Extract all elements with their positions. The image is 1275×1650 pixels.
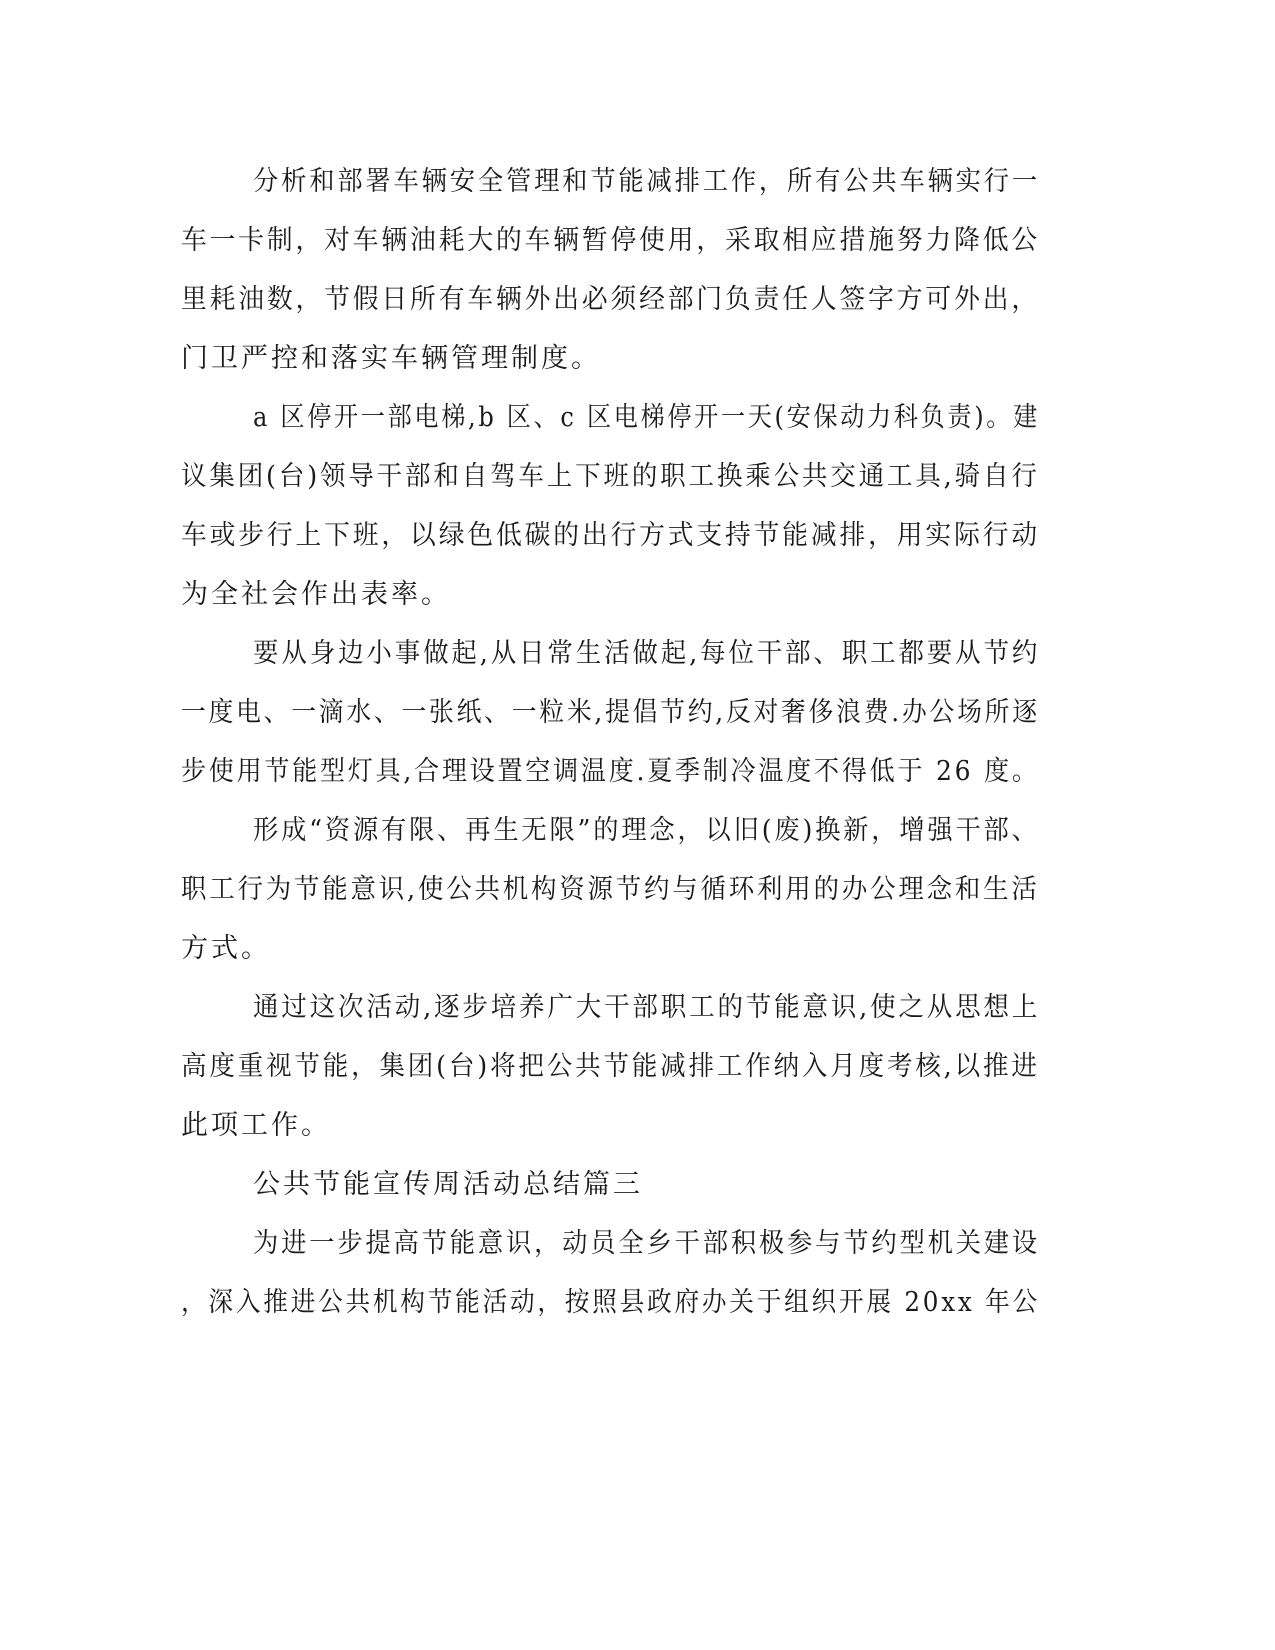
text-line: 要从身边小事做起,从日常生活做起,每位干部、职工都要从节约	[253, 638, 1041, 669]
text-line: 方式。	[181, 933, 271, 964]
text-line: a 区停开一部电梯,b 区、c 区电梯停开一天(安保动力科负责)。建	[253, 402, 1040, 433]
text-line: ，深入推进公共机构节能活动，按照县政府办关于组织开展 20xx 年公	[181, 1287, 1040, 1318]
text-line: 形成“资源有限、再生无限”的理念，以旧(废)换新，增强干部、	[253, 815, 1040, 846]
text-line: 车或步行上下班，以绿色低碳的出行方式支持节能减排，用实际行动	[181, 520, 1040, 551]
text-line: 门卫严控和落实车辆管理制度。	[181, 343, 601, 374]
text-line: 为进一步提高节能意识，动员全乡干部积极参与节约型机关建设	[253, 1228, 1040, 1259]
text-line: 里耗油数，节假日所有车辆外出必须经部门负责任人签字方可外出，	[181, 284, 1040, 315]
text-line: 高度重视节能，集团(台)将把公共节能减排工作纳入月度考核,以推进	[181, 1051, 1040, 1082]
text-line: 职工行为节能意识,使公共机构资源节约与循环利用的办公理念和生活	[181, 874, 1040, 905]
text-line: 分析和部署车辆安全管理和节能减排工作，所有公共车辆实行一	[253, 166, 1040, 197]
text-line: 议集团(台)领导干部和自驾车上下班的职工换乘公共交通工具,骑自行	[181, 461, 1040, 492]
section-heading: 公共节能宣传周活动总结篇三	[253, 1169, 643, 1200]
text-line: 为全社会作出表率。	[181, 579, 451, 610]
text-line: 步使用节能型灯具,合理设置空调温度.夏季制冷温度不得低于 26 度。	[181, 756, 1040, 787]
text-line: 车一卡制，对车辆油耗大的车辆暂停使用，采取相应措施努力降低公	[181, 225, 1040, 256]
text-line: 此项工作。	[181, 1110, 331, 1141]
text-line: 通过这次活动,逐步培养广大干部职工的节能意识,使之从思想上	[253, 992, 1041, 1023]
text-line: 一度电、一滴水、一张纸、一粒米,提倡节约,反对奢侈浪费.办公场所逐	[181, 697, 1040, 728]
